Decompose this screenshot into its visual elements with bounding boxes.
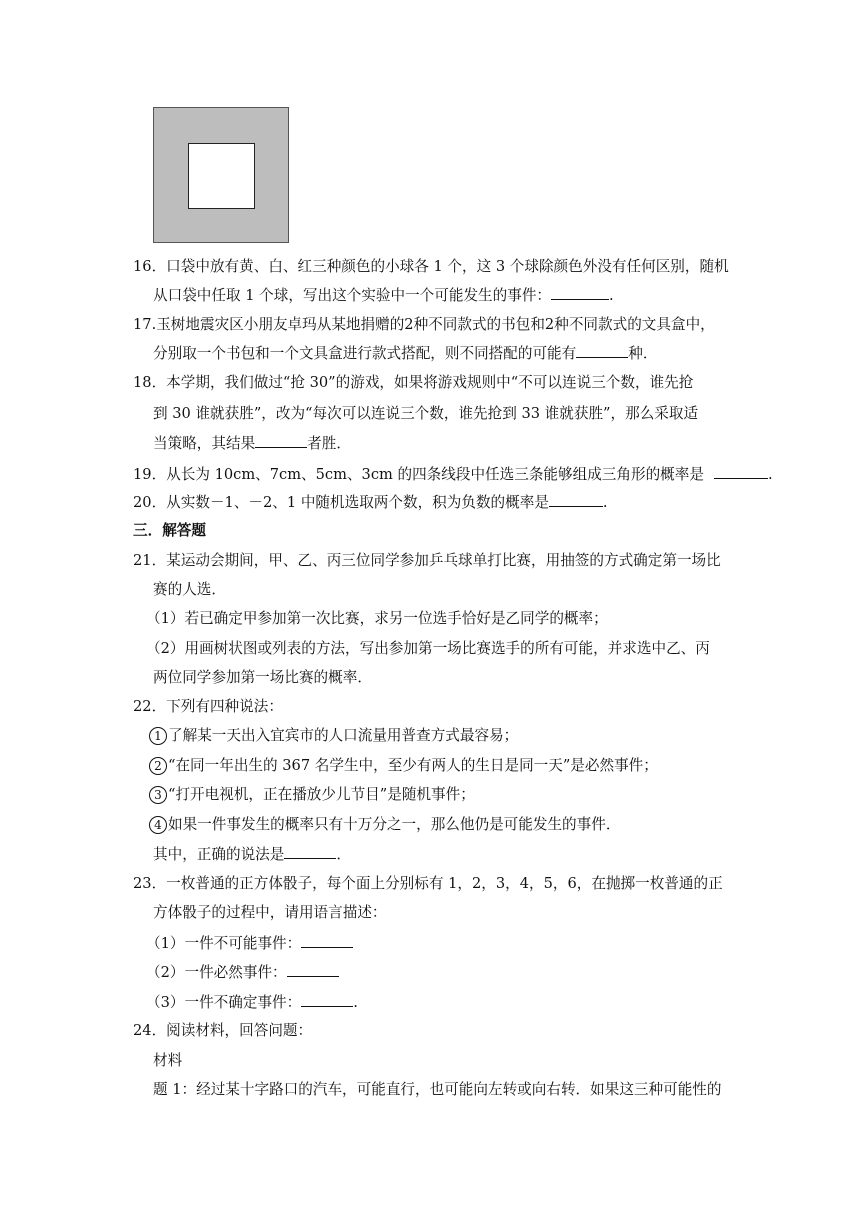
answer-blank: [284, 844, 336, 859]
circled-number: 2: [149, 757, 167, 775]
q24-line1: 24．阅读材料，回答问题：: [133, 1022, 313, 1039]
circled-number: 4: [149, 816, 167, 834]
q21-line5: 两位同学参加第一场比赛的概率．: [153, 669, 372, 686]
inner-square: [188, 143, 255, 209]
q21-sub2: （2）用画树状图或列表的方法，写出参加第一场比赛选手的所有可能，并求选中乙、丙: [146, 640, 710, 657]
answer-blank: [576, 343, 628, 358]
q23-sub1: （1）一件不可能事件：: [146, 933, 353, 954]
q17-line1: 17.玉树地震灾区小朋友卓玛从某地捐赠的2种不同款式的书包和2种不同款式的文具盒中，: [133, 316, 715, 333]
q22-item1: 1 了解某一天出入宜宾市的人口流量用普查方式最容易；: [149, 726, 518, 746]
q23-line2: 方体骰子的过程中，请用语言描述：: [153, 904, 387, 921]
q22-item2: 2 “在同一年出生的 367 名学生中，至少有两人的生日是同一天”是必然事件；: [149, 756, 658, 776]
answer-blank: [714, 464, 768, 479]
answer-blank: [255, 433, 307, 448]
q19-line1: 19．从长为 10cm、7cm、5cm、3cm 的四条线段中任选三条能够组成三角形的概率是 .: [133, 466, 773, 483]
square-figure: [153, 107, 289, 243]
q22-line6: 其中，正确的说法是 ．: [153, 846, 351, 863]
answer-blank: [301, 992, 353, 1007]
q17-line2: 分别取一个书包和一个文具盒进行款式搭配，则不同搭配的可能有 种．: [153, 345, 658, 362]
q22-line1: 22．下列有四种说法：: [133, 698, 283, 715]
q16-line1: 16．口袋中放有黄、白、红三种颜色的小球各 1 个，这 3 个球除颜色外没有任何区别，随机: [133, 258, 729, 275]
circled-number: 1: [149, 727, 167, 745]
q23-sub2: （2）一件必然事件：: [146, 962, 339, 983]
q21-line2: 赛的人选．: [153, 581, 226, 598]
q23-line1: 23．一枚普通的正方体骰子，每个面上分别标有 1，2，3，4，5，6，在抛掷一枚普通的正: [133, 875, 723, 892]
q18-line3: 当策略，其结果 者胜．: [153, 435, 351, 452]
q22-item3: 3 “打开电视机，正在播放少儿节目”是随机事件；: [149, 785, 475, 805]
q18-line1: 18．本学期，我们做过“抢 30”的游戏，如果将游戏规则中“不可以连说三个数，谁先抢: [133, 374, 694, 391]
section-heading: 三．解答题: [133, 522, 206, 539]
q24-line3: 题 1：经过某十字路口的汽车，可能直行，也可能向左转或向右转．如果这三种可能性的: [153, 1081, 722, 1098]
q18-line2: 到 30 谁就获胜”，改为“每次可以连说三个数，谁先抢到 33 谁就获胜”，那么采取适: [153, 405, 699, 422]
answer-blank: [551, 285, 609, 300]
q24-line2: 材料: [153, 1052, 183, 1069]
q16-text: 从口袋中任取 1 个球，写出这个实验中一个可能发生的事件：: [153, 287, 552, 304]
circled-number: 3: [149, 786, 167, 804]
answer-blank: [287, 962, 339, 977]
q20-line1: 20．从实数－1、－2、1 中随机选取两个数，积为负数的概率是 .: [133, 494, 608, 511]
answer-blank: [549, 492, 603, 507]
q23-sub3: （3）一件不确定事件： .: [146, 994, 358, 1011]
q16-line2: 从口袋中任取 1 个球，写出这个实验中一个可能发生的事件： .: [153, 287, 614, 304]
q21-sub1: （1）若已确定甲参加第一次比赛，求另一位选手恰好是乙同学的概率；: [146, 610, 608, 627]
q21-line1: 21．某运动会期间，甲、乙、丙三位同学参加乒乓球单打比赛，用抽签的方式确定第一场比: [133, 552, 721, 569]
q22-item4: 4 如果一件事发生的概率只有十万分之一，那么他仍是可能发生的事件．: [149, 815, 620, 835]
answer-blank: [301, 933, 353, 948]
